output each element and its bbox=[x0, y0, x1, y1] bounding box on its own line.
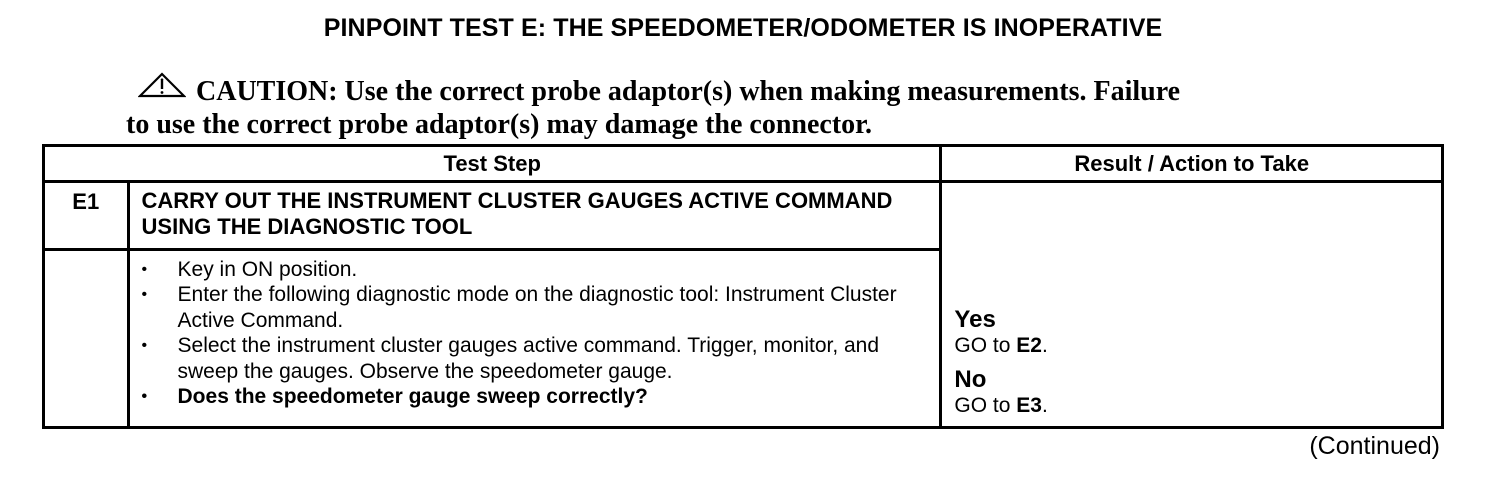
result-yes-action bbox=[954, 334, 1431, 358]
result-no-action bbox=[954, 394, 1431, 418]
result-no-suffix: . bbox=[1041, 394, 1048, 417]
step-title: CARRY OUT THE INSTRUMENT CLUSTER GAUGES ACTIVE COMMAND USING THE DIAGNOSTIC TOOL bbox=[128, 182, 941, 250]
result-no-label: No bbox=[954, 366, 987, 393]
step-id-empty bbox=[44, 249, 129, 427]
header-result-action: Result / Action to Take bbox=[941, 146, 1443, 182]
step-list bbox=[130, 251, 940, 416]
caution-text-1: CAUTION: Use the correct probe adaptor(s) when making measurements. Failure bbox=[196, 76, 1181, 107]
table-row bbox=[44, 182, 1443, 250]
caution-line-1 bbox=[126, 72, 1326, 108]
result-no-target: E3 bbox=[1016, 394, 1042, 417]
list-item: • Enter the following diagnostic mode on the diagnostic tool: Instrument Cluster Active Command. bbox=[142, 282, 930, 333]
caution-note bbox=[126, 72, 1326, 141]
header-test-step: Test Step bbox=[44, 146, 941, 182]
list-item-question: • Does the speedometer gauge sweep correctly? bbox=[142, 384, 930, 410]
caution-line-2: to use the correct probe adaptor(s) may damage the connector. bbox=[126, 109, 873, 140]
table-header-row bbox=[44, 146, 1443, 182]
list-item: • Select the instrument cluster gauges active command. Trigger, monitor, and sweep the gauges. Observe the speedometer gauge. bbox=[142, 333, 930, 384]
result-yes-label: Yes bbox=[954, 306, 996, 333]
result-no-prefix: GO to bbox=[954, 394, 1017, 417]
step-instructions bbox=[128, 249, 941, 427]
step-id: E1 bbox=[44, 182, 129, 250]
result-yes-target: E2 bbox=[1016, 334, 1042, 357]
page-title: PINPOINT TEST E: THE SPEEDOMETER/ODOMETER IS INOPERATIVE bbox=[323, 14, 1163, 42]
list-item: • Key in ON position. bbox=[142, 257, 930, 283]
result-yes-prefix: GO to bbox=[954, 334, 1017, 357]
result-yes-suffix: . bbox=[1041, 334, 1048, 357]
test-step-table bbox=[42, 144, 1444, 429]
continued-label: (Continued) bbox=[1309, 432, 1440, 460]
result-cell bbox=[941, 182, 1443, 428]
warning-triangle-icon bbox=[138, 72, 186, 98]
